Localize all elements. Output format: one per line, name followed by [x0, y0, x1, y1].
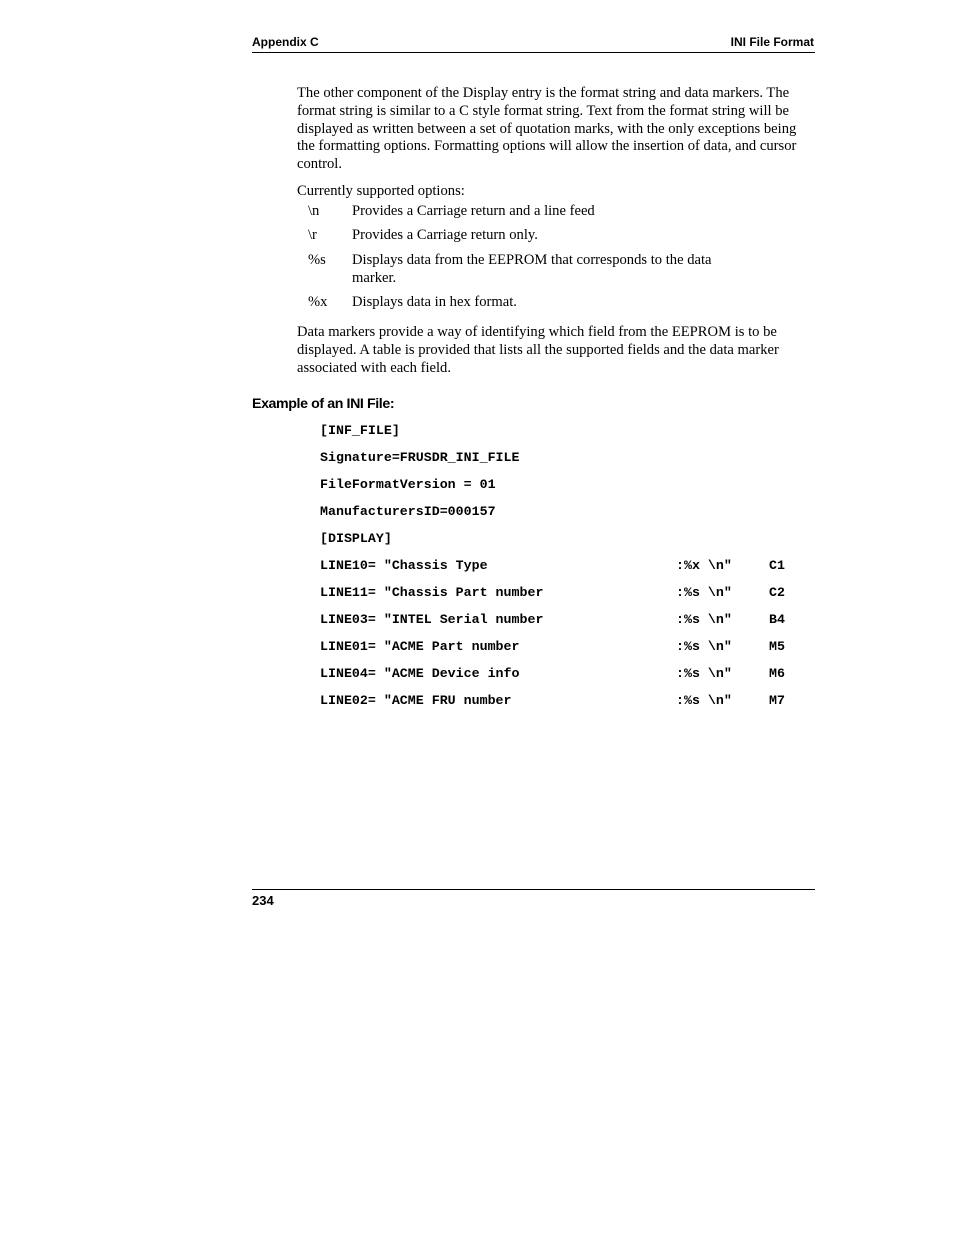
option-item	[308, 252, 768, 288]
display-line-text: LINE11= "Chassis Part number	[320, 585, 544, 600]
code-text: FileFormatVersion = 01	[320, 477, 496, 492]
option-description: Displays data in hex format.	[352, 293, 517, 310]
option-key: %s	[308, 251, 326, 268]
code-text: [INF_FILE]	[320, 423, 400, 438]
paragraph-options-intro: Currently supported options:	[297, 183, 465, 199]
display-line-marker: M7	[769, 693, 785, 708]
display-line	[320, 557, 800, 584]
display-line-format: :%x \n"	[676, 558, 732, 573]
option-key: \n	[308, 203, 320, 219]
header-section-title: INI File Format	[730, 35, 814, 49]
option-key: %x	[308, 293, 328, 310]
code-line	[320, 422, 800, 449]
option-description: Provides a Carriage return and a line feed	[352, 203, 595, 219]
option-description: Displays data from the EEPROM that corresponds to the data marker.	[352, 251, 712, 286]
code-text: Signature=FRUSDR_INI_FILE	[320, 450, 520, 465]
display-line-format: :%s \n"	[676, 693, 732, 708]
page-header	[252, 34, 815, 53]
display-line	[320, 611, 800, 638]
code-text: [DISPLAY]	[320, 531, 392, 546]
option-key: \r	[308, 227, 317, 244]
display-line	[320, 638, 800, 665]
code-line	[320, 503, 800, 530]
display-line	[320, 692, 800, 719]
display-line-marker: B4	[769, 612, 785, 627]
display-line	[320, 665, 800, 692]
ini-code-block	[320, 422, 800, 719]
code-text: ManufacturersID=000157	[320, 504, 496, 519]
header-chapter: Appendix C	[252, 35, 319, 49]
display-line-marker: C2	[769, 585, 785, 600]
code-line	[320, 530, 800, 557]
display-line-format: :%s \n"	[676, 666, 732, 681]
code-line	[320, 449, 800, 476]
option-item	[308, 227, 768, 245]
display-line-marker: M5	[769, 639, 785, 654]
display-line-format: :%s \n"	[676, 639, 732, 654]
option-item	[308, 294, 768, 312]
display-line-text: LINE04= "ACME Device info	[320, 666, 520, 681]
display-line-marker: C1	[769, 558, 785, 573]
display-line-marker: M6	[769, 666, 785, 681]
display-line-text: LINE02= "ACME FRU number	[320, 693, 512, 708]
paragraph-data-markers: Data markers provide a way of identifying which field from the EEPROM is to be displayed. A table is provided that lists all the supported fields and the data marker associated with each field.	[297, 324, 779, 376]
paragraph-format-string: The other component of the Display entry is the format string and data markers. The format string is similar to a C style format string. Text from the format string will be displayed as written between a set of quotation marks, with the only exceptions being the formatting options. Formatting options will allow the insertion of data, and cursor control.	[297, 85, 797, 173]
display-line-format: :%s \n"	[676, 585, 732, 600]
display-line-text: LINE03= "INTEL Serial number	[320, 612, 544, 627]
options-list	[308, 203, 768, 318]
section-heading: Example of an INI File:	[252, 396, 395, 412]
display-line-text: LINE01= "ACME Part number	[320, 639, 520, 654]
code-line	[320, 476, 800, 503]
option-description: Provides a Carriage return only.	[352, 227, 538, 244]
display-line-format: :%s \n"	[676, 612, 732, 627]
option-item	[308, 203, 768, 221]
display-line	[320, 584, 800, 611]
page-number: 234	[252, 893, 274, 908]
display-line-text: LINE10= "Chassis Type	[320, 558, 488, 573]
page-footer	[252, 889, 815, 908]
